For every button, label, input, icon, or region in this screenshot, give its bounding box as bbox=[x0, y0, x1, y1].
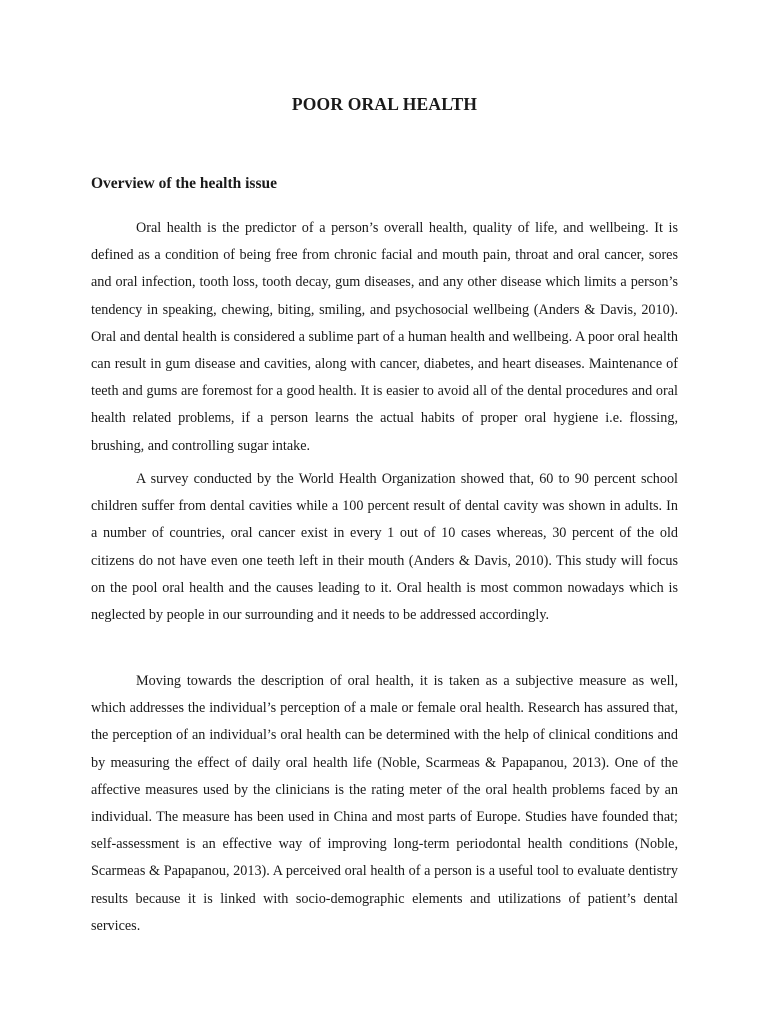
paragraph-2: A survey conducted by the World Health Organization showed that, 60 to 90 percent school children suffer from dental cavities while a 100 percent result of dental cavity was shown in adults. In a number of countries, oral cancer exist in every 1 out of 10 cases whereas, 30 percent of the old citizens do not have even one teeth left in their mouth (Anders & Davis, 2010). This study will focus on the pool oral health and the causes leading to it. Oral health is most common nowadays which is neglected by people in our surrounding and it needs to be addressed accordingly. bbox=[91, 471, 678, 624]
document-title: POOR ORAL HEALTH bbox=[291, 94, 478, 114]
section-heading: Overview of the health issue bbox=[91, 175, 277, 192]
paragraph-3: Moving towards the description of oral health, it is taken as a subjective measure as well, which addresses the individual’s perception of a male or female oral health. Research has assured that, the perception of an individual’s oral health can be determined with the help of clinical conditions and by measuring the effect of daily oral health life (Noble, Scarmeas & Papapanou, 2013). One of the affective measures used by the clinicians is the rating meter of the oral health problems faced by an individual. The measure has been used in China and most parts of Europe. Studies have founded that; self-assessment is an effective way of improving long-term periodontal health conditions (Noble, Scarmeas & Papapanou, 2013). A perceived oral health of a person is a useful tool to evaluate dentistry results because it is linked with socio-demographic elements and utilizations of patient’s dental services. bbox=[91, 673, 678, 934]
paragraph-1: Oral health is the predictor of a person’s overall health, quality of life, and wellbeing. It is defined as a condition of being free from chronic facial and mouth pain, throat and oral cancer, sores and oral infection, tooth loss, tooth decay, gum diseases, and any other disease which limits a person’s tendency in speaking, chewing, biting, smiling, and psychosocial wellbeing (Anders & Davis, 2010). Oral and dental health is considered a sublime part of a human health and wellbeing. A poor oral health can result in gum disease and cavities, along with cancer, diabetes, and heart diseases. Maintenance of teeth and gums are foremost for a good health. It is easier to avoid all of the dental procedures and oral health related problems, if a person learns the actual habits of proper oral hygiene i.e. flossing, brushing, and controlling sugar intake. bbox=[91, 220, 678, 454]
